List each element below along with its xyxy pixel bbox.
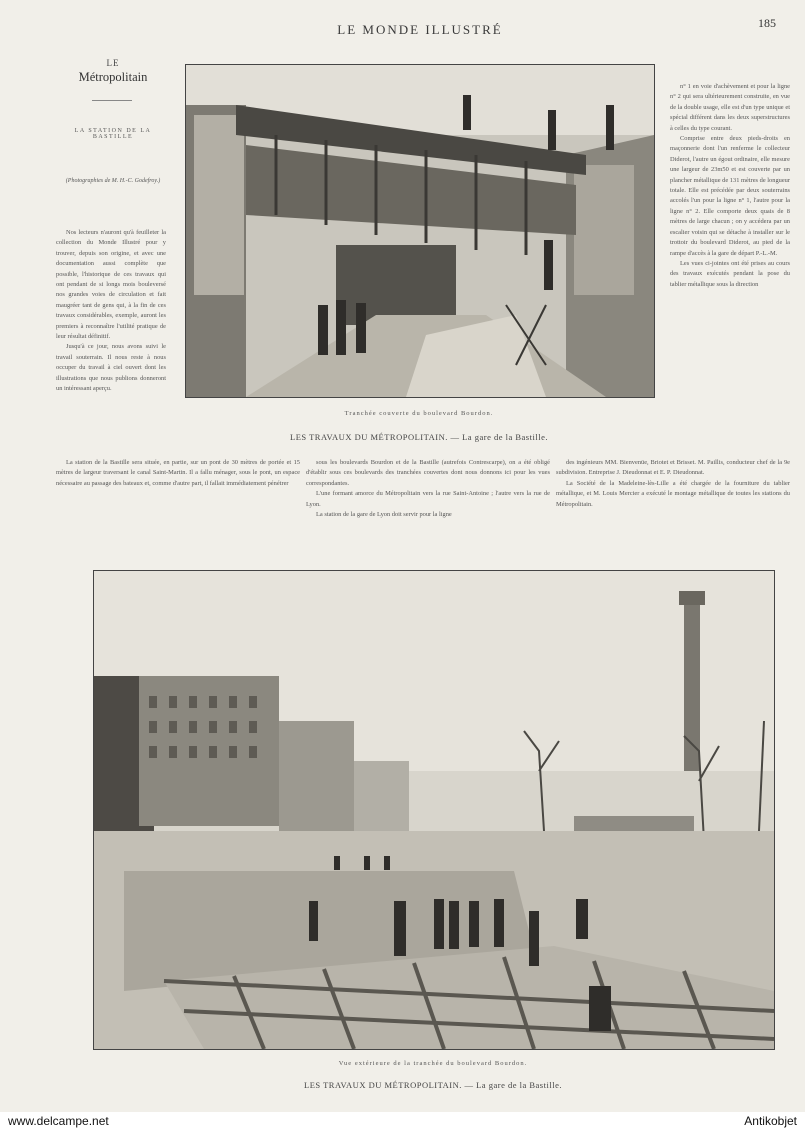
left-text-column: [56, 228, 166, 395]
photo-credit: (Photographies de M. H.-C. Godefroy.): [65, 178, 161, 184]
paragraph: Comprise entre deux pieds-droits en maçonnerie dont l'un renferme le collecteur Diderot, l'autre un égout ordinaire, elle mesure une largeur de 23m50 et est couverte par un plancher métallique de 131 mètres de longueur totale. Elle est précédée par deux souterrains accolés l'un pour la ligne n° 1, l'autre pour la ligne n° 2. Elle comporte deux quais de 8 mètres de large chacun ; on y accédera par un escalier voisin qui se détache à installer sur le trottoir du boulevard Diderot, au pied de la rampe d'accès à la gare de départ P.-L.-M.: [670, 135, 790, 257]
text-column-b: [306, 458, 550, 520]
paragraph: des ingénieurs MM. Bienvenüe, Briotet et Brisset. M. Paillis, conducteur chef de la 9e subdivision. Entreprise J. Dieudonnat et E. P. Dieudonnat.: [556, 459, 790, 477]
article-kicker: LE: [106, 58, 120, 68]
trench-engraving: [186, 65, 654, 397]
publication-title: LE MONDE ILLUSTRÉ: [337, 22, 503, 37]
right-text-column: [670, 82, 790, 290]
paragraph: La station de la gare de Lyon doit servir pour la ligne: [316, 511, 452, 519]
paragraph: Jusqu'à ce jour, nous avons suivi le travail souterrain. Il nous reste à nous occuper du travail à ciel ouvert dont les illustrations que nous publions donneront un intéressant aperçu.: [56, 343, 166, 393]
paragraph: n° 1 en voie d'achèvement et pour la ligne n° 2 qui sera ultérieurement construite, en vue de la double usage, elle est d'un type unique et spécial différent dans les deux superstructures à celles du type courant.: [670, 83, 790, 132]
paragraph: Nos lecteurs n'auront qu'à feuilleter la collection du Monde Illustré pour y trouver, depuis son origine, et avec une documentation aussi complète que possible, l'historique de ces travaux qui ont pendant de si longs mois bouleversé nos grandes voies de circulation et fait maugréer tant de gens qui, à la fin de ces travaux considérables, exemple, auront les premiers à reconnaître l'utilité pratique de leur résultat définitif.: [56, 229, 166, 341]
page-number: 185: [758, 16, 776, 30]
text-column-c: [556, 458, 790, 510]
title-divider: [92, 100, 132, 101]
source-site-label: www.delcampe.net: [8, 1114, 109, 1128]
watermark-footer: [0, 1112, 805, 1131]
paragraph: sous les boulevards Bourdon et de la Bastille (autrefois Contrescarpe), on a été obligé d'établir sous ces boulevards des tranchées couvertes dont nous donnons ici pour les vues correspondantes.: [306, 459, 550, 487]
article-title: Métropolitain: [78, 70, 148, 84]
photo-caption: Tranchée couverte du boulevard Bourdon.: [344, 410, 494, 417]
photo-running-title: LES TRAVAUX DU MÉTROPOLITAIN. — La gare de la Bastille.: [290, 432, 548, 442]
paragraph: Les vues ci-jointes ont été prises au cours des travaux exécutés pendant la pose du tablier métallique sous la direction: [670, 259, 790, 288]
photo-covered-trench: [185, 64, 655, 398]
photo-caption: Vue extérieure de la tranchée du boulevard Bourdon.: [338, 1060, 528, 1067]
bastille-engraving: [94, 571, 774, 1049]
text-column-a: [56, 458, 300, 489]
photo-running-title: LES TRAVAUX DU MÉTROPOLITAIN. — La gare de la Bastille.: [304, 1080, 562, 1090]
photo-exterior-view: [93, 570, 775, 1050]
paragraph: La station de la Bastille sera située, en partie, sur un pont de 30 mètres de portée et 15 mètres de largeur traversant le canal Saint-Martin. Il a fallu ménager, sous le pont, un espace nécessaire au passage des bateaux et, comme d'autre part, il fallait immédiatement pénétrer: [56, 459, 300, 487]
seller-label: Antikobjet: [744, 1114, 797, 1128]
paragraph: L'une formant amorce du Métropolitain vers la rue Saint-Antoine ; l'autre vers la rue de Lyon.: [306, 490, 550, 508]
paragraph: La Société de la Madeleine-lès-Lille a été chargée de la fourniture du tablier métallique, et M. Louis Mercier a exécuté le montage métallique de toutes les stations du Métropolitain.: [556, 479, 790, 508]
article-subtitle: LA STATION DE LA BASTILLE: [74, 128, 152, 140]
